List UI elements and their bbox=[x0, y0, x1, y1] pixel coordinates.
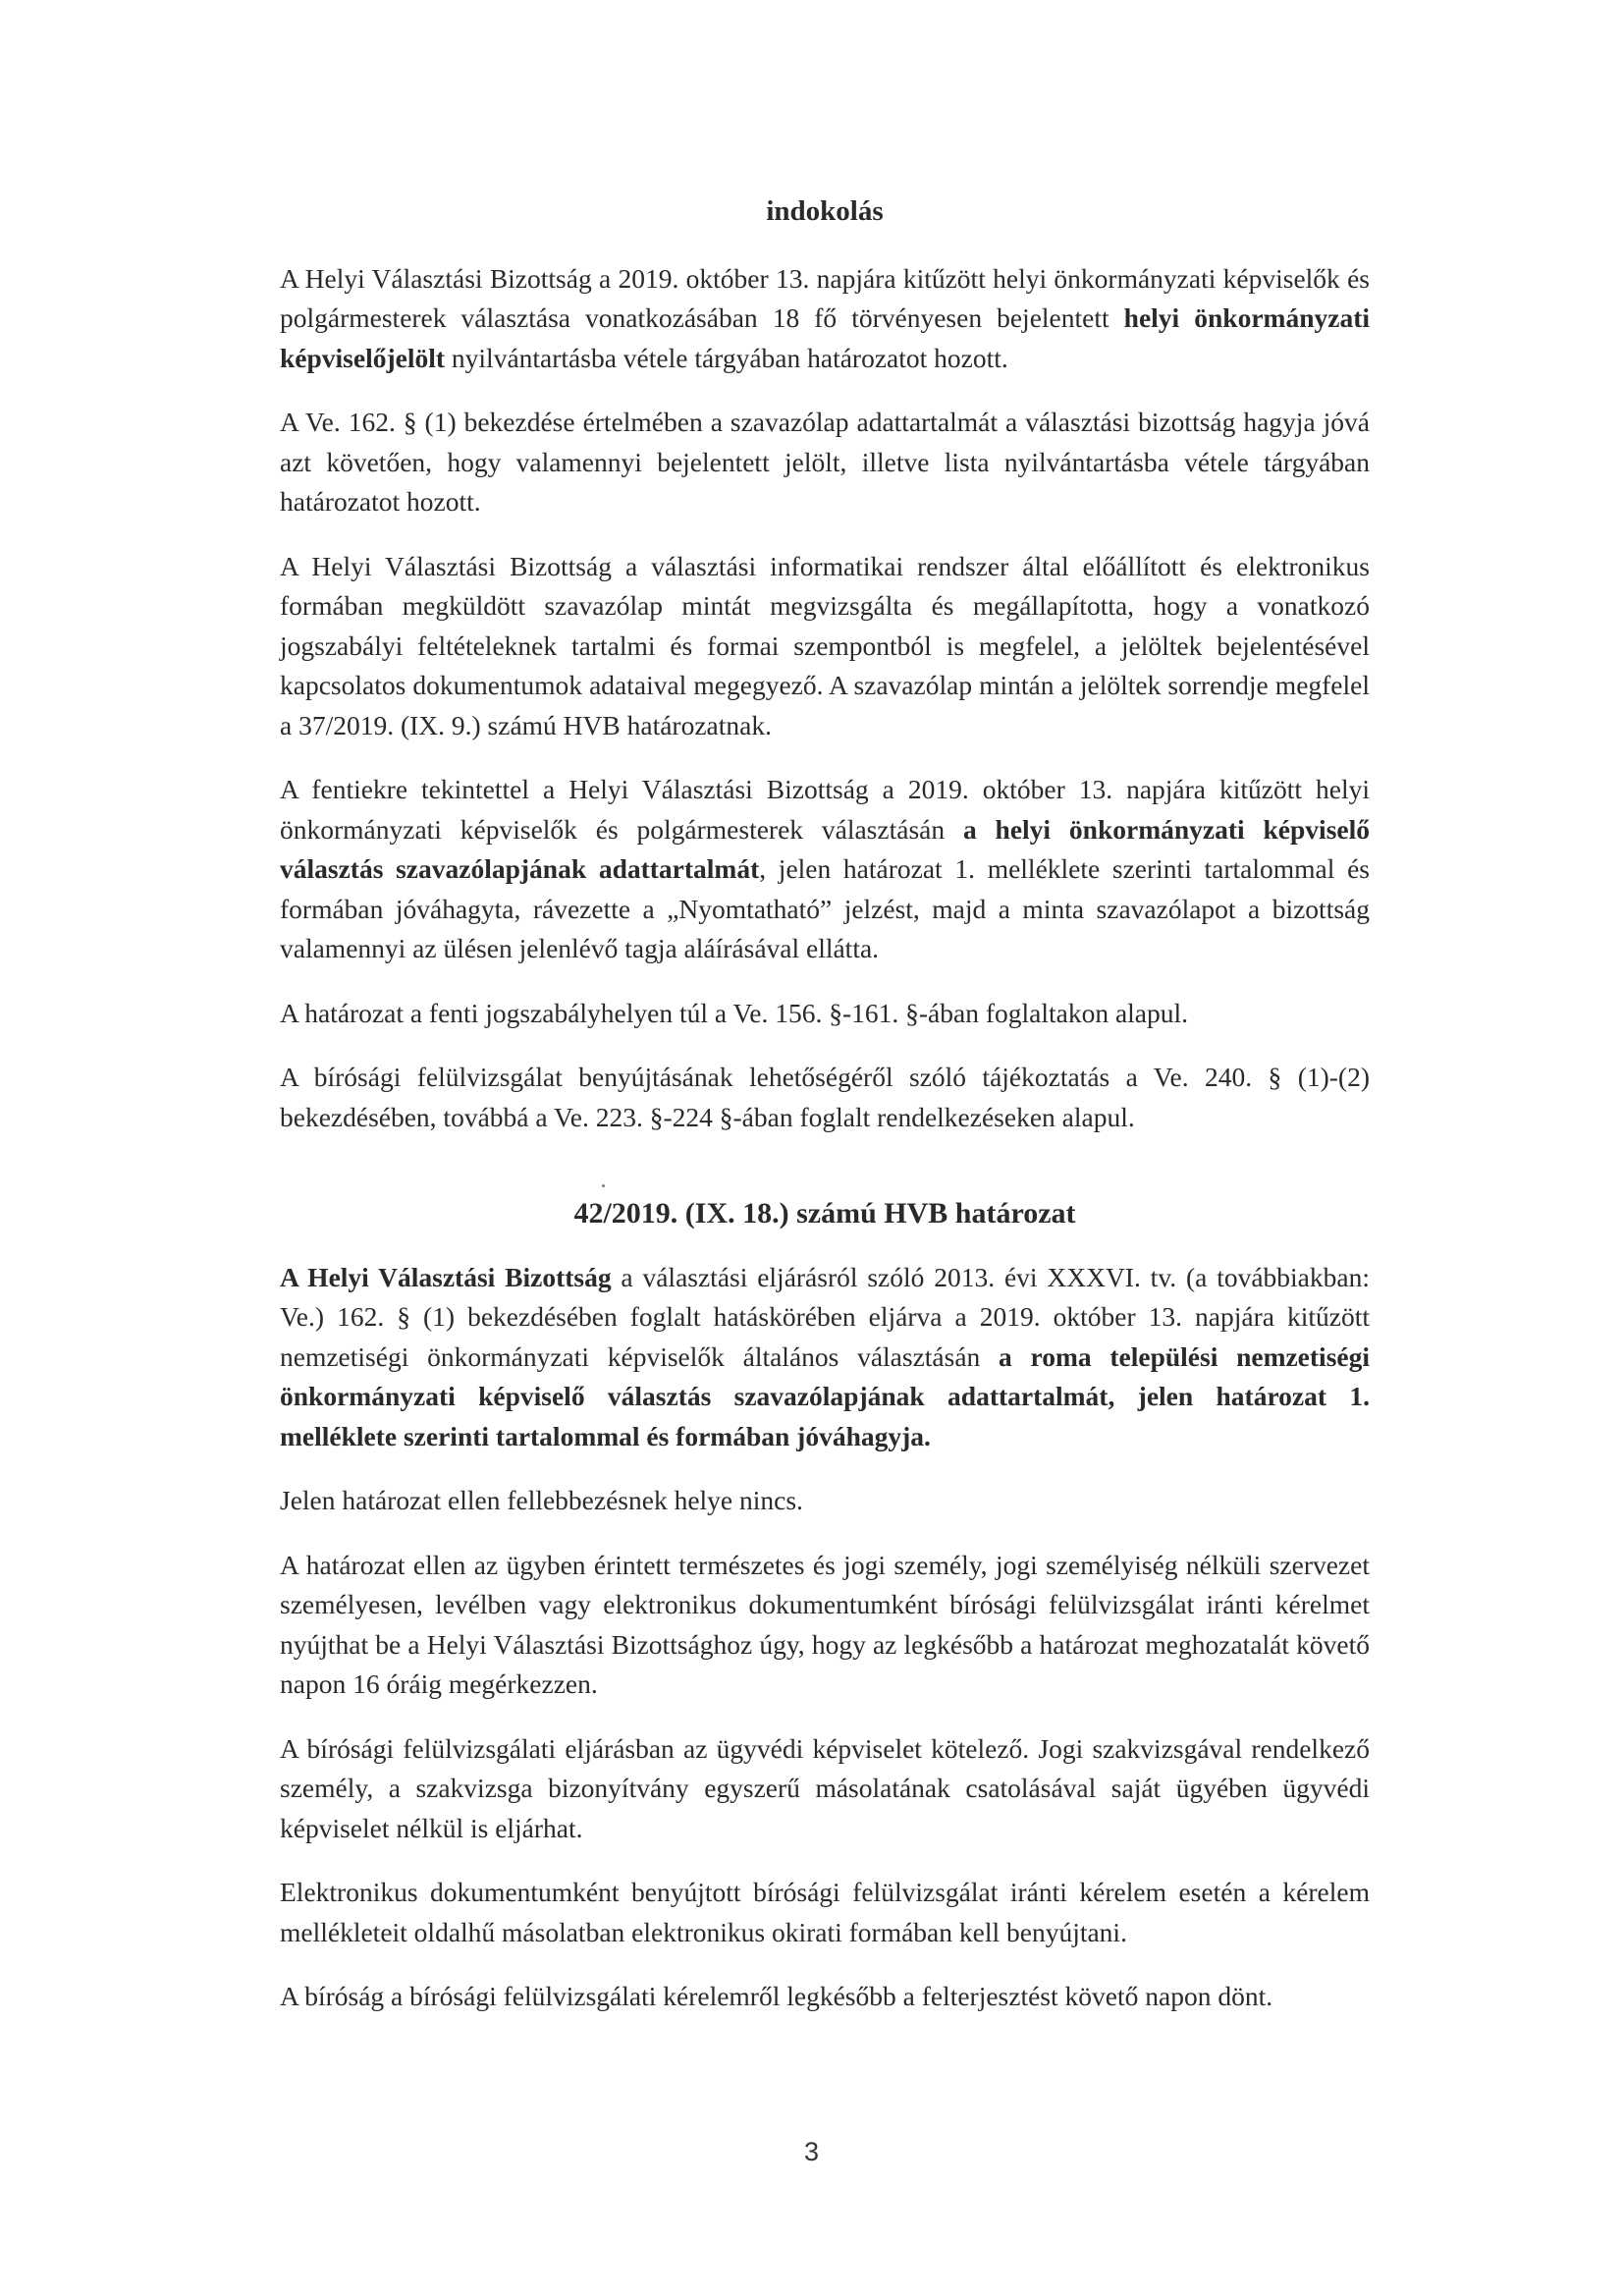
text-run: A Helyi Választási Bizottság a választási informatikai rendszer által előállított és elektronikus formában megküldött szavazólap mintát megvizsgálta és megállapította, hogy a vonatkozó jogszabályi feltételeknek tartalmi és formai szempontból is megfelel, a jelöltek bejelentésével kapcsolatos dokumentumok adataival megegyező. A szavazólap mintán a jelöltek sorrendje megfelel a 37/2019. (IX. 9.) számú HVB határozatnak. bbox=[280, 550, 1370, 740]
paragraph bbox=[280, 1258, 1370, 1457]
decision-section bbox=[280, 1258, 1370, 2017]
stray-dot bbox=[602, 1184, 605, 1187]
paragraph bbox=[280, 994, 1370, 1034]
text-run: Elektronikus dokumentumként benyújtott bírósági felülvizsgálat iránti kérelem esetén a kérelem mellékleteit oldalhű másolatban elektronikus okirati formában kell benyújtani. bbox=[280, 1877, 1370, 1947]
bold-text: helyi önkormányzati képviselőjelölt bbox=[280, 302, 1370, 373]
text-run: Jelen határozat ellen fellebbezésnek helye nincs. bbox=[280, 1485, 803, 1515]
text-run: A fentiekre tekintettel a Helyi Választási Bizottság a 2019. október 13. napjára kitűzött helyi önkormányzati képviselők és polgármesterek választásán bbox=[280, 774, 1370, 845]
bold-text: a helyi önkormányzati képviselő választás szavazólapjának adattartalmát bbox=[280, 813, 1370, 884]
text-run: A bírósági felülvizsgálat benyújtásának lehetőségéről szóló tájékoztatás a Ve. 240. § (1)-(2) bekezdésében, továbbá a Ve. 223. §-224 §-ában foglalt rendelkezéseken alapul. bbox=[280, 1062, 1370, 1132]
decision-heading: 42/2019. (IX. 18.) számú HVB határozat bbox=[573, 1197, 1076, 1230]
text-run: , jelen határozat 1. melléklete szerinti tartalommal és formában jóváhagyta, rávezette a „Nyomtatható” jelzést, majd a minta szavazólapot a bizottság valamennyi az ülésen jelenlévő tagja aláírásával ellátta. bbox=[280, 853, 1370, 963]
paragraph bbox=[280, 259, 1370, 379]
section-heading: indokolás bbox=[766, 195, 884, 227]
text-run: A bíróság a bírósági felülvizsgálati kérelemről legkésőbb a felterjesztést követő napon dönt. bbox=[280, 1981, 1273, 2011]
text-run: A bírósági felülvizsgálati eljárásban az ügyvédi képviselet kötelező. Jogi szakvizsgával rendelkező személy, a szakvizsga bizonyítvány egyszerű másolatának csatolásával saját ügyében ügyvédi képviselet nélkül is eljárhat. bbox=[280, 1732, 1370, 1843]
paragraph bbox=[280, 1873, 1370, 1952]
page-number: 3 bbox=[803, 2137, 820, 2166]
paragraph bbox=[280, 770, 1370, 969]
paragraph bbox=[280, 1546, 1370, 1705]
bold-text: A Helyi Választási Bizottság bbox=[280, 1261, 612, 1292]
justification-section bbox=[280, 259, 1370, 1138]
text-run: nyilvántartásba vétele tárgyában határozatot hozott. bbox=[445, 342, 1008, 373]
paragraph bbox=[280, 1729, 1370, 1849]
paragraph bbox=[280, 403, 1370, 522]
bold-text: a roma települési nemzetiségi önkormányzati képviselő választás szavazólapjának adattartalmát, jelen határozat 1. melléklete szerinti tartalommal és formában jóváhagyja. bbox=[280, 1340, 1370, 1451]
page-content bbox=[280, 191, 1370, 2042]
text-run: A Helyi Választási Bizottság a 2019. október 13. napjára kitűzött helyi önkormányzati képviselők és polgármesterek választása vonatkozásában 18 fő törvényesen bejelentett bbox=[280, 262, 1370, 333]
text-run: A Ve. 162. § (1) bekezdése értelmében a szavazólap adattartalmát a választási bizottság hagyja jóvá azt követően, hogy valamennyi bejelentett jelölt, illetve lista nyilvántartásba vétele tárgyában határozatot hozott. bbox=[280, 407, 1370, 517]
paragraph bbox=[280, 1058, 1370, 1137]
text-run: A határozat ellen az ügyben érintett természetes és jogi személy, jogi személyiség nélküli szervezet személyesen, levélben vagy elektronikus dokumentumként bírósági felülvizsgálat iránti kérelmet nyújthat be a Helyi Választási Bizottsághoz úgy, hogy az legkésőbb a határozat meghozatalát követő napon 16 óráig megérkezzen. bbox=[280, 1549, 1370, 1699]
paragraph bbox=[280, 1977, 1370, 2017]
text-run: a választási eljárásról szóló 2013. évi XXXVI. tv. (a továbbiakban: Ve.) 162. § (1) bekezdésében foglalt hatáskörében eljárva a 2019. október 13. napjára kitűzött nemzetiségi önkormányzati képviselők általános választásán bbox=[280, 1261, 1370, 1372]
text-run: A határozat a fenti jogszabályhelyen túl a Ve. 156. §-161. §-ában foglaltakon alapul. bbox=[280, 997, 1189, 1028]
paragraph bbox=[280, 547, 1370, 746]
paragraph bbox=[280, 1481, 1370, 1521]
